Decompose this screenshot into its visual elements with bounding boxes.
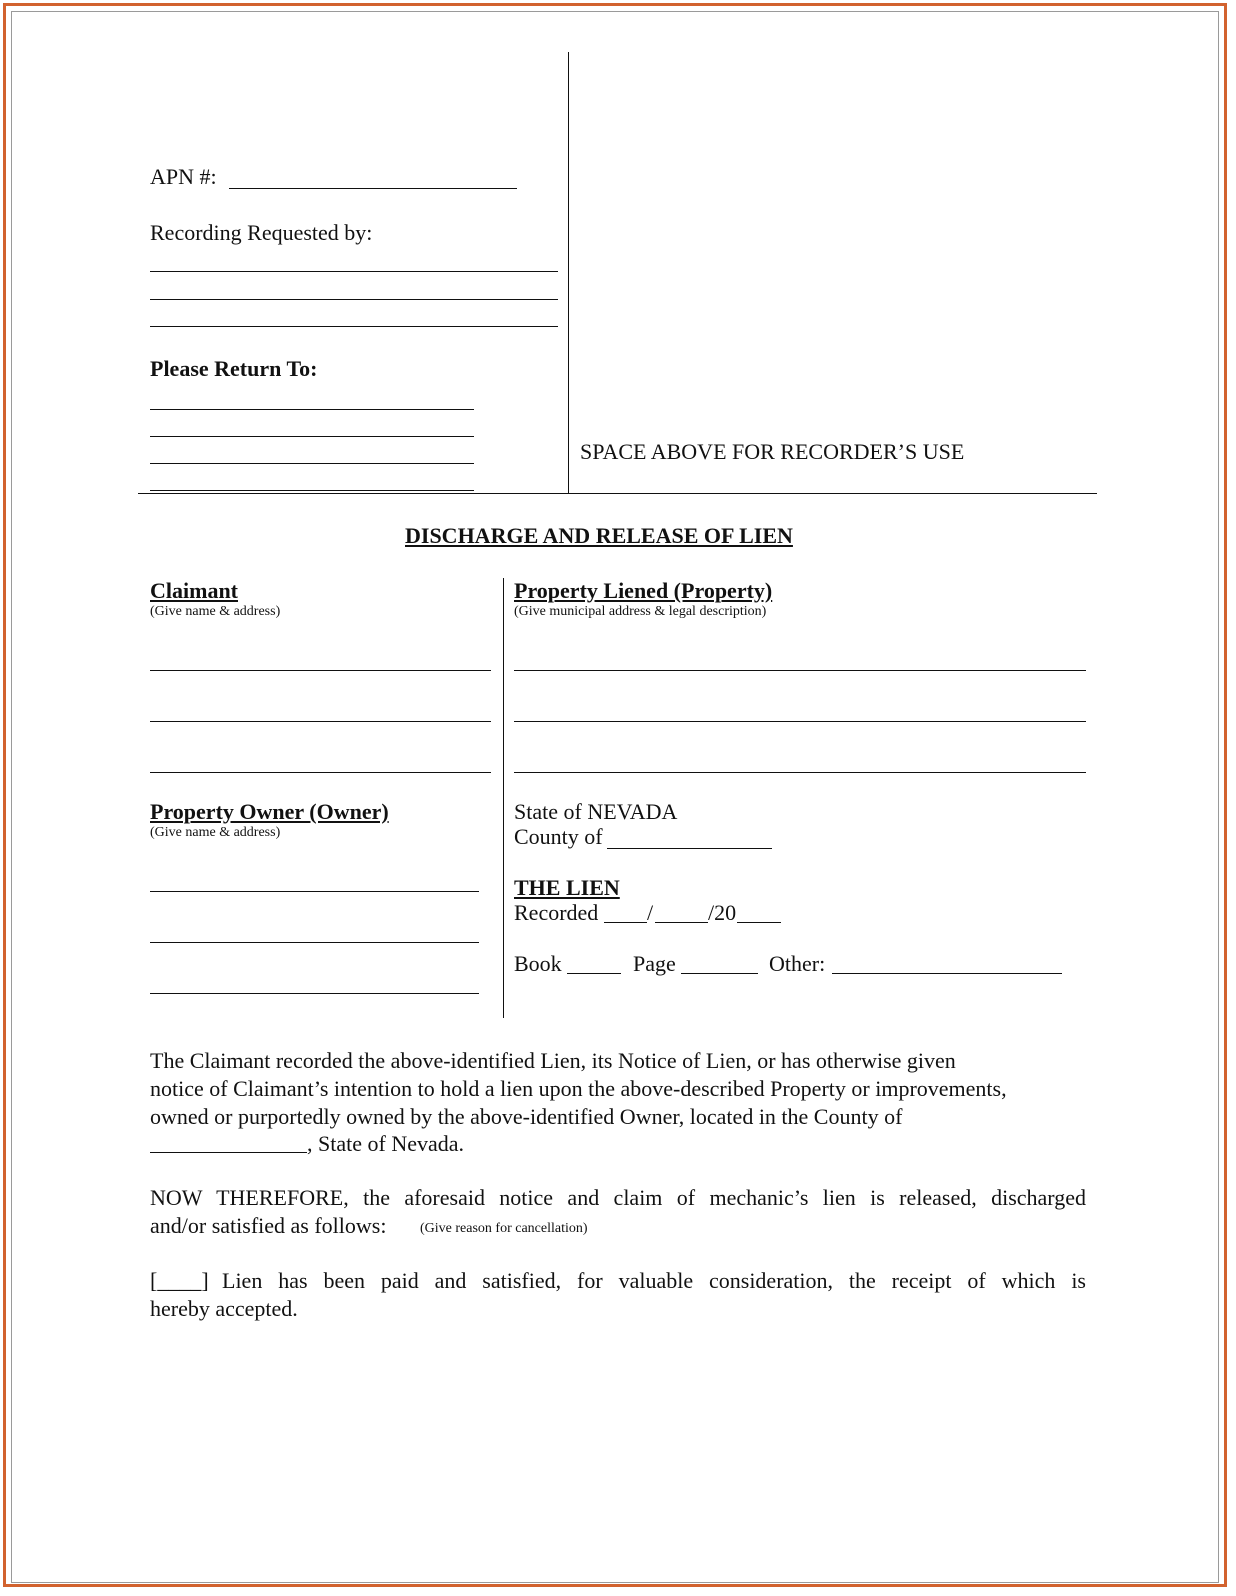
paragraph2-line1: NOW THEREFORE, the aforesaid notice and claim of mechanic’s lien is released, discharged (150, 1185, 1086, 1210)
please-return-label: Please Return To: (150, 356, 318, 381)
book-field[interactable] (567, 973, 621, 974)
paragraph1-line1: The Claimant recorded the above-identified Lien, its Notice of Lien, or has otherwise given (150, 1048, 956, 1073)
recorded-sep-1: / (647, 900, 654, 925)
paragraph3-line1: Lien has been paid and satisfied, for valuable consideration, the receipt of which is (222, 1268, 1086, 1293)
recorder-space-note: SPACE ABOVE FOR RECORDER’S USE (580, 439, 965, 464)
page-field[interactable] (681, 973, 758, 974)
lien-heading: THE LIEN (514, 875, 620, 900)
property-line-3[interactable] (514, 772, 1086, 773)
return-line-2[interactable] (150, 436, 474, 437)
recorded-label: Recorded (514, 900, 599, 925)
county-field[interactable] (607, 848, 772, 849)
county-name-field[interactable] (150, 1152, 307, 1153)
document-title: DISCHARGE AND RELEASE OF LIEN (405, 523, 793, 548)
recorded-sep-2: /20 (708, 900, 737, 925)
property-heading: Property Liened (Property) (514, 578, 773, 603)
recorded-month-field[interactable] (604, 922, 647, 923)
inner-border (11, 11, 1219, 1583)
paragraph1-line2: notice of Claimant’s intention to hold a lien upon the above-described Property or improvements, (150, 1076, 1007, 1101)
claimant-line-3[interactable] (150, 772, 491, 773)
header-divider (568, 52, 569, 494)
book-label: Book (514, 951, 562, 976)
paragraph1-line3: owned or purportedly owned by the above-identified Owner, located in the County of (150, 1104, 903, 1129)
recorded-day-field[interactable] (655, 922, 708, 923)
claimant-hint: (Give name & address) (150, 604, 281, 619)
paragraph1-line4: , State of Nevada. (307, 1131, 464, 1156)
recording-requested-line-3[interactable] (150, 326, 558, 327)
owner-line-1[interactable] (150, 891, 479, 892)
header-bottom-rule (138, 493, 1097, 494)
property-line-2[interactable] (514, 721, 1086, 722)
other-field[interactable] (832, 973, 1062, 974)
page-label: Page (633, 951, 676, 976)
claimant-line-2[interactable] (150, 721, 491, 722)
claimant-line-1[interactable] (150, 670, 491, 671)
apn-field[interactable] (229, 188, 517, 189)
owner-hint: (Give name & address) (150, 825, 281, 840)
return-line-3[interactable] (150, 463, 474, 464)
claimant-heading: Claimant (150, 578, 238, 603)
middle-divider (503, 578, 504, 1018)
county-label: County of (514, 824, 603, 849)
owner-heading: Property Owner (Owner) (150, 799, 389, 824)
state-line: State of NEVADA (514, 799, 678, 824)
recorded-year-field[interactable] (737, 922, 781, 923)
recording-requested-line-1[interactable] (150, 271, 558, 272)
recording-requested-line-2[interactable] (150, 299, 558, 300)
return-line-1[interactable] (150, 409, 474, 410)
apn-label: APN #: (150, 164, 217, 189)
property-hint: (Give municipal address & legal description) (514, 604, 767, 619)
property-line-1[interactable] (514, 670, 1086, 671)
paid-checkbox[interactable]: [____] (150, 1268, 209, 1293)
recording-requested-label: Recording Requested by: (150, 220, 373, 245)
paragraph2-line2: and/or satisfied as follows: (150, 1213, 387, 1238)
other-label: Other: (769, 951, 826, 976)
return-line-4[interactable] (150, 490, 474, 491)
owner-line-2[interactable] (150, 942, 479, 943)
owner-line-3[interactable] (150, 993, 479, 994)
paragraph3-line2: hereby accepted. (150, 1296, 298, 1321)
cancellation-hint: (Give reason for cancellation) (420, 1221, 588, 1236)
